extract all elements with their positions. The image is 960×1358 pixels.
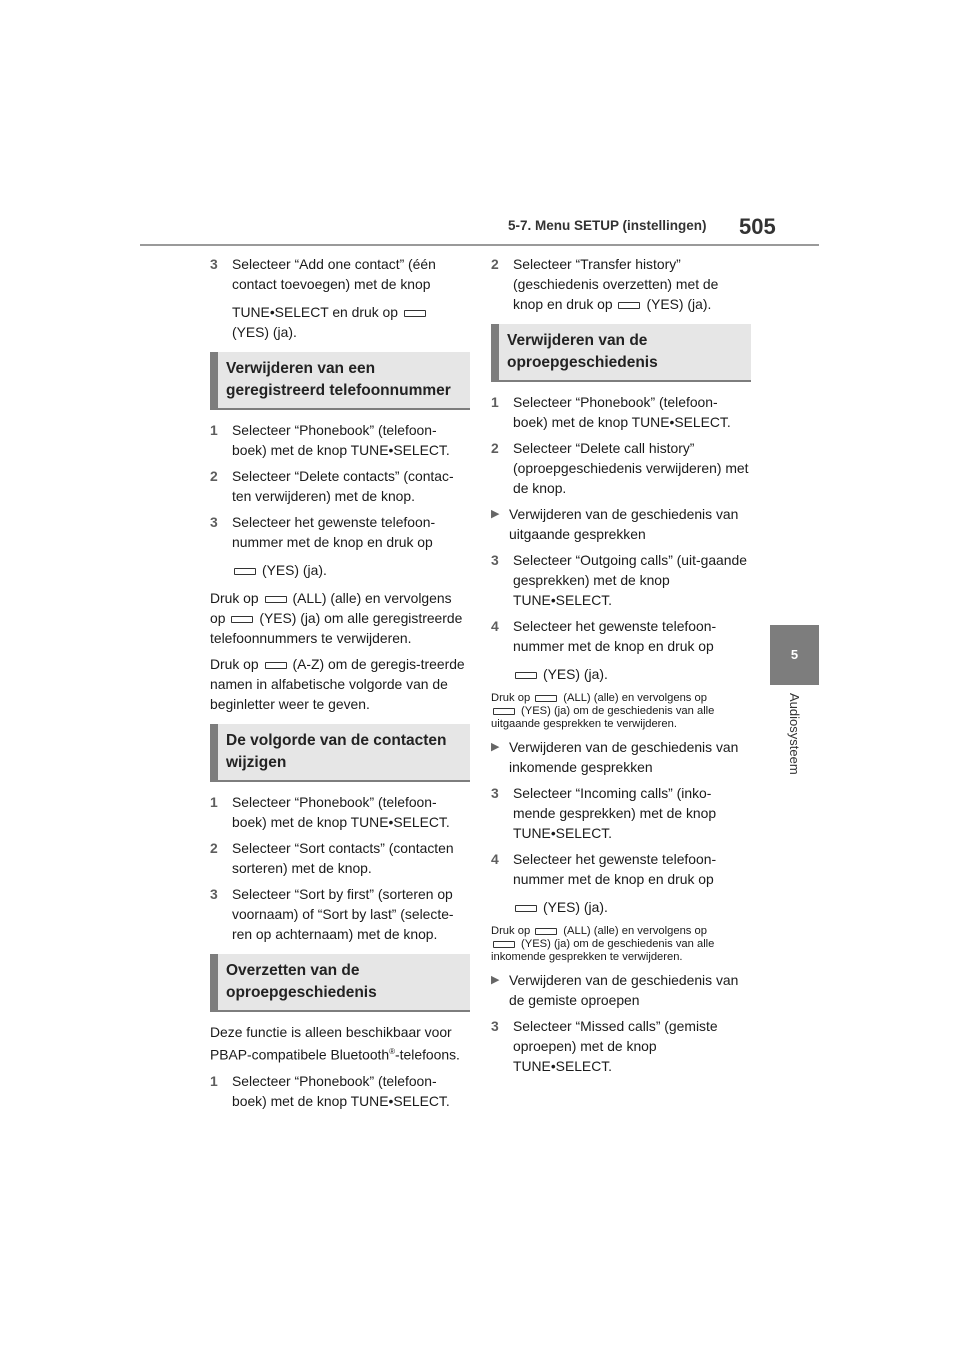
- section-heading: Verwijderen van een geregistreerd telefoonnummer: [210, 352, 470, 410]
- step: [491, 550, 751, 610]
- note-text: (YES) (ja) om de geschiedenis van alle inkomende gesprekken te verwijderen.: [491, 938, 715, 963]
- step-number: 3: [210, 886, 218, 902]
- button-icon: [265, 662, 287, 669]
- section-heading: Overzetten van de oproepgeschiedenis: [210, 954, 470, 1012]
- button-icon: [404, 310, 426, 317]
- triangle-bullet-icon: ▶: [491, 974, 500, 986]
- step-text: TUNE•SELECT en druk op: [232, 304, 398, 320]
- step-text: Selecteer het gewenste telefoon-nummer met de knop en druk op: [513, 851, 717, 887]
- step-text: [513, 254, 751, 314]
- button-icon: [515, 905, 537, 912]
- step-number: 4: [491, 851, 499, 867]
- chapter-tab: [770, 625, 819, 685]
- step-number: 4: [491, 618, 499, 634]
- button-icon: [493, 708, 515, 715]
- step-number: 2: [210, 468, 218, 484]
- button-icon: [234, 568, 256, 575]
- step-text: Selecteer “Phonebook” (telefoon-boek) met de knop TUNE•SELECT.: [232, 422, 450, 458]
- step: [210, 792, 470, 832]
- section-heading: De volgorde van de contacten wijzigen: [210, 724, 470, 782]
- button-icon: [618, 302, 640, 309]
- subsection: [491, 504, 751, 544]
- section-title: 5-7. Menu SETUP (instellingen): [508, 218, 707, 233]
- step: [210, 512, 470, 552]
- step-text: Selecteer “Add one contact” (één contact toevoegen) met de knop: [232, 256, 436, 292]
- chapter-label: Audiosysteem: [787, 693, 802, 775]
- section-heading: Verwijderen van de oproepgeschiedenis: [491, 324, 751, 382]
- step-number: 2: [210, 840, 218, 856]
- step-text: (YES) (ja).: [232, 324, 297, 340]
- note-text: Druk op: [491, 925, 531, 937]
- step-continuation: [210, 560, 470, 580]
- header-rule: [140, 244, 819, 246]
- step-text: (YES) (ja).: [543, 899, 608, 915]
- step-number: 3: [491, 552, 499, 568]
- note-text: Druk op: [491, 692, 531, 704]
- step-number: 1: [210, 1072, 218, 1089]
- subsection: [491, 737, 751, 777]
- button-icon: [535, 695, 557, 702]
- registered-mark: ®: [389, 1047, 396, 1056]
- subsection-title: Verwijderen van de geschiedenis van inkomende gesprekken: [509, 739, 739, 775]
- step-number: 3: [491, 785, 499, 801]
- note-paragraph: [491, 692, 751, 731]
- note-paragraph: [491, 925, 751, 964]
- step-text: Selecteer “Sort contacts” (contacten sorteren) met de knop.: [232, 840, 454, 876]
- step-text: Selecteer “Outgoing calls” (uit-gaande gesprekken) met de knop TUNE•SELECT.: [513, 552, 747, 608]
- step-text: Selecteer “Missed calls” (gemiste oproepen) met de knop TUNE•SELECT.: [513, 1018, 718, 1074]
- note-text: (ALL) (alle) en vervolgens op: [563, 692, 707, 704]
- subsection: [491, 970, 751, 1010]
- step-number: 1: [210, 422, 218, 438]
- step: [491, 1016, 751, 1076]
- step: [491, 616, 751, 656]
- page-number: 505: [739, 214, 776, 239]
- left-column: [210, 254, 470, 1117]
- button-icon: [493, 941, 515, 948]
- step: [491, 392, 751, 432]
- step: [210, 420, 470, 460]
- note-text: (YES) (ja) om de geschiedenis van alle uitgaande gesprekken te verwijderen.: [491, 705, 715, 730]
- note-text: (ALL) (alle) en vervolgens: [292, 590, 452, 606]
- button-icon: [535, 928, 557, 935]
- step-text: Selecteer “Phonebook” (telefoon-boek) met de knop TUNE•SELECT.: [513, 394, 731, 430]
- step-number: 2: [491, 256, 499, 272]
- note-text: (A-Z) om de geregis-treerde namen in alfabetische volgorde van de beginletter weer te geven.: [210, 656, 465, 712]
- step: [210, 838, 470, 878]
- note-text: -telefoons.: [395, 1046, 460, 1063]
- step-text: Selecteer het gewenste telefoon-nummer met de knop en druk op: [232, 514, 436, 550]
- right-column: [491, 254, 751, 1082]
- step-text: (YES) (ja).: [262, 562, 327, 578]
- step-number: 1: [491, 394, 499, 410]
- subsection-title: Verwijderen van de geschiedenis van de gemiste oproepen: [509, 972, 739, 1008]
- note-text: Druk op: [210, 656, 259, 672]
- chapter-number: 5: [790, 647, 799, 662]
- step-text: Selecteer “Transfer history” (geschiedenis overzetten) met de: [513, 256, 719, 292]
- step-text: Selecteer “Incoming calls” (inko-mende gesprekken) met de knop TUNE•SELECT.: [513, 785, 717, 841]
- step: [491, 438, 751, 498]
- step-number: 3: [210, 514, 218, 530]
- step-text: Selecteer “Sort by first” (sorteren op voornaam) of “Sort by last” (selecte-ren op achternaam) met de knop.: [232, 886, 454, 942]
- step: [210, 884, 470, 944]
- note-text: Druk op: [210, 590, 259, 606]
- step: [210, 254, 470, 294]
- note-paragraph: [210, 1022, 470, 1065]
- note-text: (YES) (ja) om alle geregistreerde telefoonnummers te verwijderen.: [210, 610, 463, 646]
- step-continuation: [210, 302, 470, 342]
- step-text: (YES) (ja).: [543, 666, 608, 682]
- triangle-bullet-icon: ▶: [491, 508, 500, 520]
- step-text: knop en druk op: [513, 296, 613, 312]
- button-icon: [265, 596, 287, 603]
- note-text: op: [210, 610, 226, 626]
- note-paragraph: [210, 588, 470, 648]
- note-text: Deze functie is alleen beschikbaar voor PBAP-compatibele Bluetooth: [210, 1024, 452, 1063]
- step: [491, 849, 751, 889]
- step: [210, 466, 470, 506]
- step-text: Selecteer “Phonebook” (telefoon-boek) met de knop TUNE•SELECT.: [232, 794, 450, 830]
- step: [491, 783, 751, 843]
- step-text: Selecteer het gewenste telefoon-nummer met de knop en druk op: [513, 618, 717, 654]
- note-paragraph: [210, 654, 470, 714]
- step: [491, 254, 751, 314]
- step-continuation: [491, 897, 751, 917]
- button-icon: [231, 616, 253, 623]
- step-text: Selecteer “Delete contacts” (contac-ten verwijderen) met de knop.: [232, 468, 454, 504]
- step-text: Selecteer “Phonebook” (telefoon-boek) met de knop TUNE•SELECT.: [232, 1072, 450, 1109]
- step-number: 3: [210, 256, 218, 272]
- step-text: Selecteer “Delete call history” (oproepgeschiedenis verwijderen) met de knop.: [513, 440, 749, 496]
- step-number: 3: [491, 1018, 499, 1034]
- step: [210, 1071, 470, 1111]
- step-number: 2: [491, 440, 499, 456]
- button-icon: [515, 672, 537, 679]
- triangle-bullet-icon: ▶: [491, 741, 500, 753]
- subsection-title: Verwijderen van de geschiedenis van uitgaande gesprekken: [509, 506, 739, 542]
- note-text: (ALL) (alle) en vervolgens op: [563, 925, 707, 937]
- step-text: (YES) (ja).: [646, 296, 712, 312]
- step-number: 1: [210, 794, 218, 810]
- step-continuation: [491, 664, 751, 684]
